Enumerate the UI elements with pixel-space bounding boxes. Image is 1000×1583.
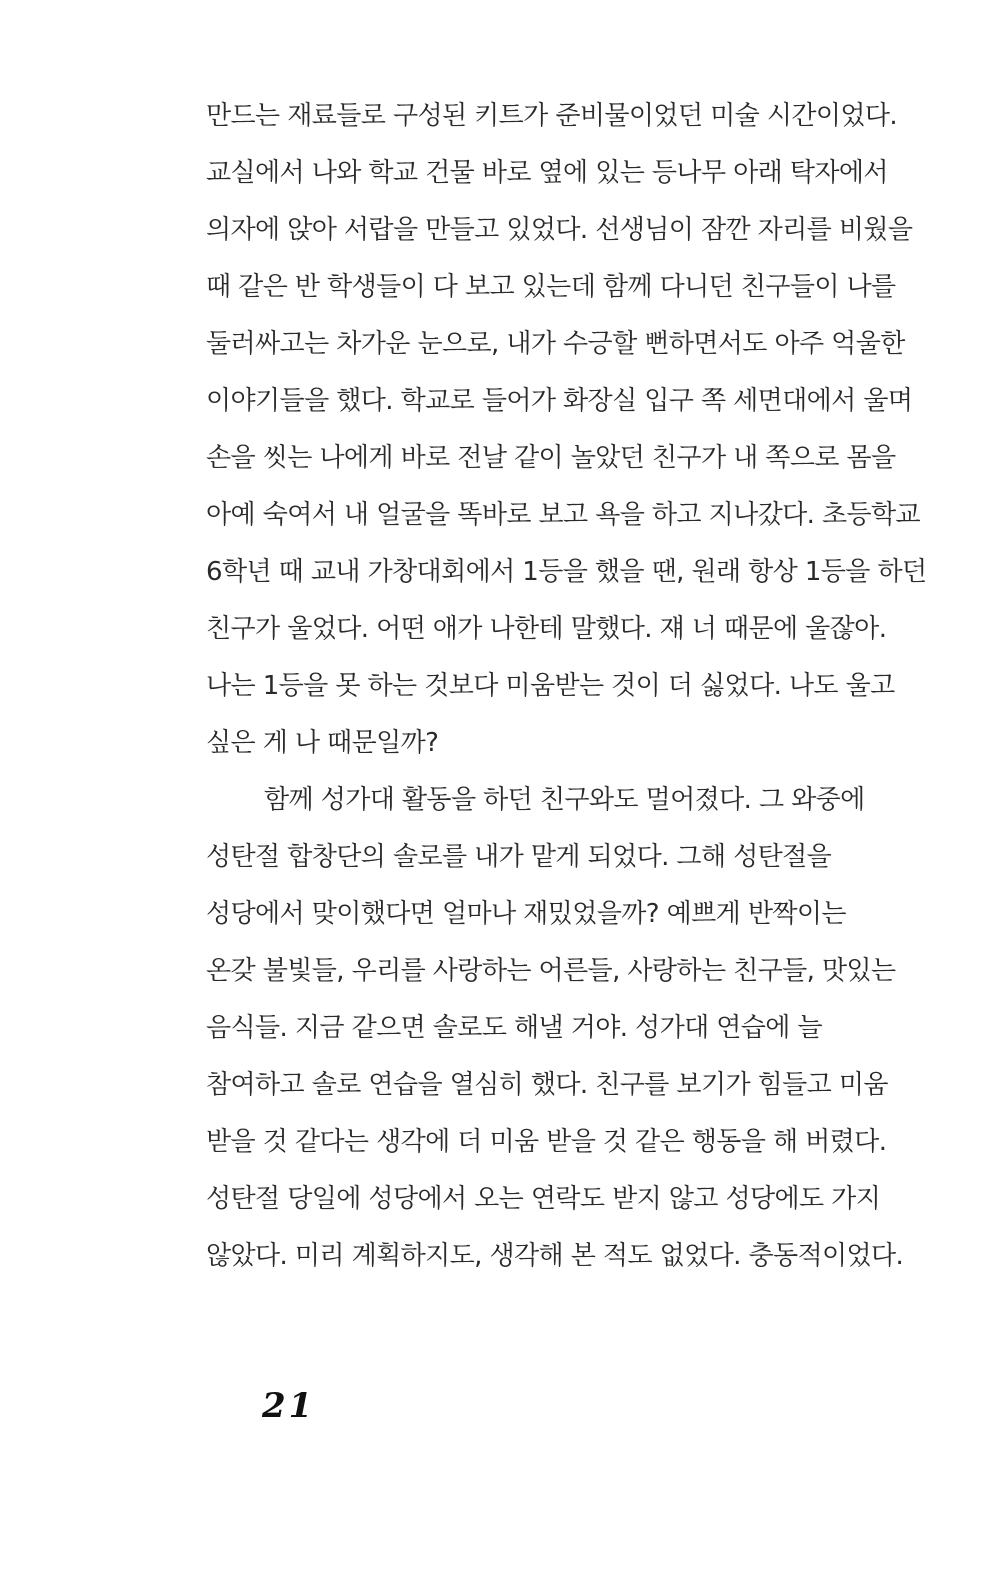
- text-line: 의자에 앉아 서랍을 만들고 있었다. 선생님이 잠깐 자리를 비웠을: [206, 215, 913, 245]
- text-line: 싶은 게 나 때문일까?: [206, 728, 439, 758]
- text-line: 나는 1등을 못 하는 것보다 미움받는 것이 더 싫었다. 나도 울고: [206, 671, 895, 701]
- text-line: 참여하고 솔로 연습을 열심히 했다. 친구를 보기가 힘들고 미움: [206, 1070, 888, 1100]
- text-line: 만드는 재료들로 구성된 키트가 준비물이었던 미술 시간이었다.: [206, 101, 898, 131]
- text-line: 아예 숙여서 내 얼굴을 똑바로 보고 욕을 하고 지나갔다. 초등학교: [206, 500, 921, 530]
- text-line: 음식들. 지금 같으면 솔로도 해낼 거야. 성가대 연습에 늘: [206, 1013, 822, 1043]
- text-line: 성당에서 맞이했다면 얼마나 재밌었을까? 예쁘게 반짝이는: [206, 899, 846, 929]
- paragraph-start-line: 함께 성가대 활동을 하던 친구와도 멀어졌다. 그 와중에: [264, 785, 865, 815]
- text-line: 않았다. 미리 계획하지도, 생각해 본 적도 없었다. 충동적이었다.: [206, 1241, 904, 1271]
- text-line: 교실에서 나와 학교 건물 바로 옆에 있는 등나무 아래 탁자에서: [206, 158, 888, 188]
- page-number: 21: [262, 1386, 316, 1426]
- text-line: 성탄절 당일에 성당에서 오는 연락도 받지 않고 성당에도 가지: [206, 1184, 881, 1214]
- body-text: [206, 92, 927, 1289]
- text-line: 6학년 때 교내 가창대회에서 1등을 했을 땐, 원래 항상 1등을 하던: [206, 557, 927, 587]
- text-line: 때 같은 반 학생들이 다 보고 있는데 함께 다니던 친구들이 나를: [206, 272, 896, 302]
- text-line: 받을 것 같다는 생각에 더 미움 받을 것 같은 행동을 해 버렸다.: [206, 1127, 887, 1157]
- text-line: 온갖 불빛들, 우리를 사랑하는 어른들, 사랑하는 친구들, 맛있는: [206, 956, 896, 986]
- text-line: 손을 씻는 나에게 바로 전날 같이 놀았던 친구가 내 쪽으로 몸을: [206, 443, 896, 473]
- text-line: 성탄절 합창단의 솔로를 내가 맡게 되었다. 그해 성탄절을: [206, 842, 832, 872]
- text-line: 친구가 울었다. 어떤 애가 나한테 말했다. 쟤 너 때문에 울잖아.: [206, 614, 887, 644]
- text-line: 이야기들을 했다. 학교로 들어가 화장실 입구 쪽 세면대에서 울며: [206, 386, 913, 416]
- text-line: 둘러싸고는 차가운 눈으로, 내가 수긍할 뻔하면서도 아주 억울한: [206, 329, 905, 359]
